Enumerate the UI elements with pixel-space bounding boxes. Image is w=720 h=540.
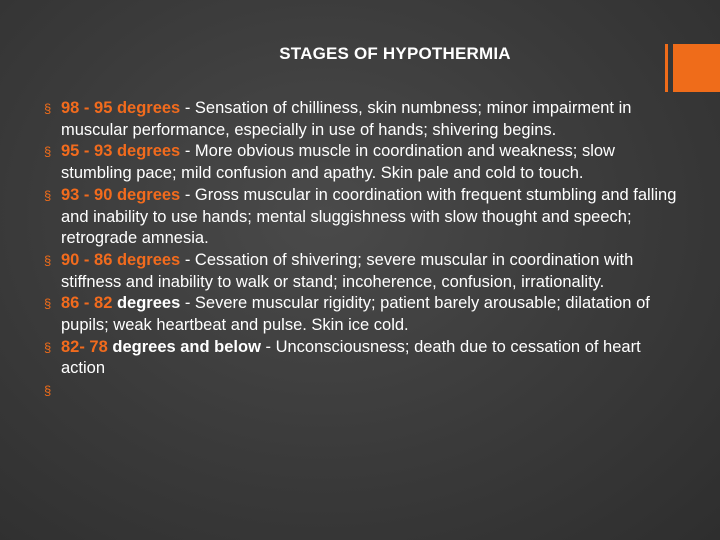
stage-unit: degrees bbox=[112, 294, 181, 313]
list-item bbox=[44, 250, 684, 293]
bullet-icon: § bbox=[44, 383, 52, 399]
list-item-empty bbox=[44, 380, 684, 402]
stage-range: 93 - 90 degrees bbox=[61, 185, 181, 204]
stage-range: 98 - 95 degrees bbox=[61, 99, 181, 117]
stage-range: 82- 78 bbox=[61, 337, 108, 356]
bullet-icon: § bbox=[44, 296, 52, 312]
bullet-icon: § bbox=[44, 252, 52, 268]
stage-description: - Gross muscular in coordination with frequent stumbling and falling and inability to use hands; mental sluggishness with slow thought and speech; retrograde amnesia. bbox=[61, 185, 677, 248]
stage-description: - Cessation of shivering; severe muscular in coordination with stiffness and inability to walk or stand; incoherence, confusion, irrationality. bbox=[61, 250, 634, 291]
stages-list bbox=[44, 98, 684, 402]
stage-description: - Unconsciousness; death due to cessation of heart action bbox=[61, 337, 641, 378]
stage-description: - Sensation of chilliness, skin numbness; minor impairment in muscular performance, especially in use of hands; shivering begins. bbox=[61, 99, 632, 139]
list-item bbox=[44, 141, 684, 184]
bullet-icon: § bbox=[44, 144, 52, 160]
bullet-icon: § bbox=[44, 101, 52, 116]
stage-unit: degrees and below bbox=[107, 337, 261, 356]
stage-range: 95 - 93 degrees bbox=[61, 142, 181, 161]
bullet-icon: § bbox=[44, 339, 52, 355]
accent-bar bbox=[665, 44, 668, 92]
list-item bbox=[44, 337, 684, 380]
accent-box bbox=[673, 44, 720, 92]
list-item bbox=[44, 185, 684, 250]
stage-range: 86 - 82 bbox=[61, 294, 113, 313]
list-item bbox=[44, 98, 684, 141]
slide-title: STAGES OF HYPOTHERMIA bbox=[279, 44, 511, 63]
stage-range: 90 - 86 degrees bbox=[61, 250, 181, 269]
stage-description: - Severe muscular rigidity; patient barely arousable; dilatation of pupils; weak heartbeat and pulse. Skin ice cold. bbox=[61, 294, 650, 335]
list-item bbox=[44, 293, 684, 336]
bullet-icon: § bbox=[44, 187, 52, 203]
stage-description: - More obvious muscle in coordination and weakness; slow stumbling pace; mild confusion and apathy. Skin pale and cold to touch. bbox=[61, 142, 615, 183]
